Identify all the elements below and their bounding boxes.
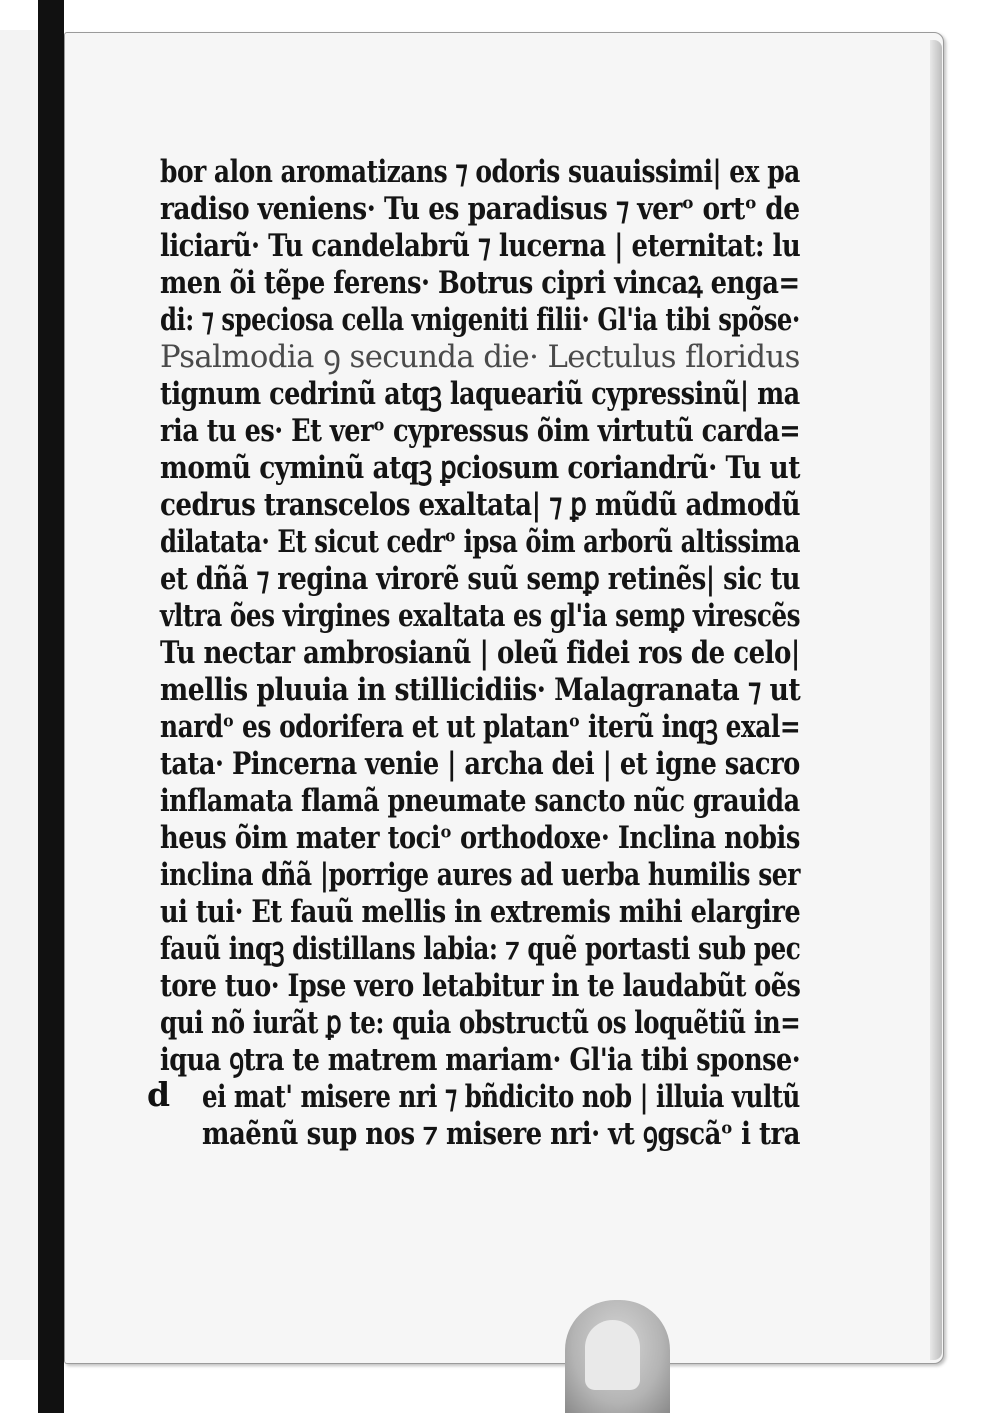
page-edge: [930, 40, 942, 1360]
book-spine: [38, 0, 64, 1413]
text-line: momũ cyminũ atqꝫ ꝑciosum coriandrũ· Tu ut: [160, 450, 800, 486]
text-line: di: ⁊ speciosa cella vnigeniti filii· Gl'ia tibi spõse·: [160, 302, 800, 338]
text-line: ui tui· Et fauũ mellis in extremis mihi elargire: [160, 894, 801, 930]
text-line: maẽnũ sup nos ⁊ misere nri· vt ꝯgscãᵒ i tra: [202, 1116, 800, 1152]
margin-initial: d: [147, 1075, 171, 1114]
text-line: inclina dñã |porrige aures ad uerba humilis ser: [160, 857, 800, 893]
text-line: tata· Pincerna venie | archa dei | et igne sacro: [160, 746, 800, 782]
text-line: cedrus transcelos exaltata| ⁊ ꝑ mũdũ admodũ: [160, 487, 801, 523]
text-line: radiso veniens· Tu es paradisus ⁊ verᵒ ortᵒ de: [160, 191, 800, 227]
text-line: fauũ inqꝫ distillans labia: ⁊ quẽ portasti sub pec: [160, 931, 801, 967]
thumbnail-nail: [585, 1320, 640, 1390]
text-line: iqua ꝯtra te matrem mariam· Gl'ia tibi sponse·: [160, 1042, 801, 1078]
text-line: liciarũ· Tu candelabrũ ⁊ lucerna | eternitat: lu: [160, 228, 801, 264]
text-line: nardᵒ es odorifera et ut platanᵒ iterũ inqꝫ exal=: [160, 709, 801, 745]
text-line: ria tu es· Et verᵒ cypressus õim virtutũ carda=: [160, 413, 801, 449]
text-line: tignum cedrinũ atqꝫ laqueariũ cypressinũ| ma: [160, 376, 800, 412]
text-line: heus õim mater tociᵒ orthodoxe· Inclina nobis: [160, 820, 800, 856]
text-line: vltra ões virgines exaltata es gl'ia semꝑ virescẽs: [160, 598, 801, 634]
text-line: inflamata flamã pneumate sancto nũc grauida: [160, 783, 800, 819]
text-line: Psalmodia ꝯ secunda die· Lectulus floridus: [160, 339, 800, 375]
text-line: dilatata· Et sicut cedrᵒ ipsa õim arborũ altissima: [160, 524, 800, 560]
facing-page: [0, 30, 41, 1360]
text-line: bor alon aromatizans ⁊ odoris suauissimi| ex pa: [160, 154, 800, 190]
text-line: mellis pluuia in stillicidiis· Malagranata ⁊ ut: [160, 672, 801, 708]
text-line: et dñã ⁊ regina virorẽ suũ semꝑ retinẽs| sic tu: [160, 561, 800, 597]
text-line: tore tuo· Ipse vero letabitur in te laudabũt oẽs: [160, 968, 801, 1004]
text-line: ei mat' misere nri ⁊ bñdicito nob | illuia vultũ: [202, 1079, 800, 1115]
text-line: qui nõ iurãt ꝑ te: quia obstructũ os loquẽtiũ in=: [160, 1005, 801, 1041]
text-line: Tu nectar ambrosianũ | oleũ fidei ros de celo|: [160, 635, 800, 671]
text-line: men õi tẽpe ferens· Botrus cipri vincaꝝ enga=: [160, 265, 800, 301]
